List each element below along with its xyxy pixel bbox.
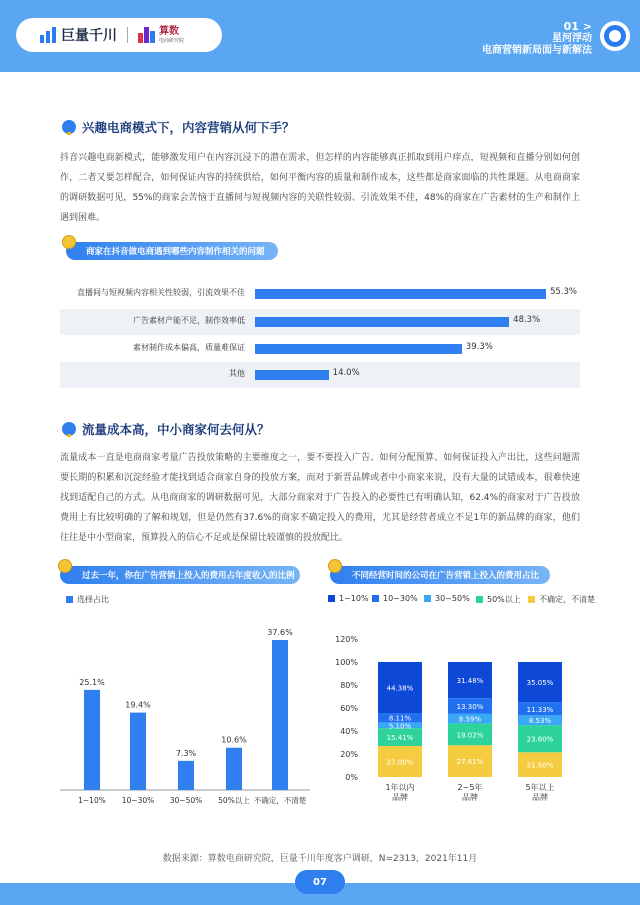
stack-legend-item bbox=[372, 594, 418, 603]
stack-category: 品牌 bbox=[532, 793, 548, 802]
juliang-logo-icon bbox=[40, 27, 56, 43]
stack-segment-label: 11.33% bbox=[526, 705, 554, 714]
vbar-category: 10~30% bbox=[121, 796, 155, 805]
stack-segment-label: 15.41% bbox=[386, 734, 414, 743]
ring-icon bbox=[600, 21, 630, 51]
section-heading bbox=[482, 20, 592, 57]
stack-y-tick: 40% bbox=[340, 727, 358, 736]
section2-paragraph: 流量成本一直是电商商家考量广告投放策略的主要维度之一，要不要投入广告、如何分配预算、如何保证投入产出比，这些问题需要长期的积累和沉淀经验才能找到适合商家自身的投放方案，而对于新晋品牌或者中小商家来说，没有大量的试错成本，很难快速找到适配自己的方式。从电商商家的调研数据可见，大部分商家对于广告投入的必要性已有明确认知，62.4%的商家对于广告投放费用上有比较明确的了解和规划，但是仍然有37.6%的商家不确定投入的费用，尤其是经营者成立不足1年的新品牌的商家，他们往往是中小型商家，预算投入的信心不足或是保留比较谨慎的投放配比。 bbox=[60, 453, 580, 543]
stack-category: 1年以内 bbox=[385, 783, 415, 792]
stack-legend-item bbox=[328, 594, 369, 603]
stack-legend-label: 30~50% bbox=[435, 594, 470, 603]
hbar-row bbox=[60, 362, 580, 388]
logo-pill bbox=[16, 18, 222, 52]
stack-segment-label: 31.48% bbox=[456, 677, 484, 686]
stack-legend-item bbox=[424, 594, 470, 603]
logo2-subtext: 电商研究院 bbox=[159, 37, 185, 44]
logo1-text: 巨量千川 bbox=[61, 28, 117, 44]
stack-y-tick: 80% bbox=[340, 681, 358, 690]
stack-segment-label: 27.61% bbox=[456, 758, 484, 767]
stack-category: 品牌 bbox=[392, 793, 408, 802]
vbar-bar bbox=[272, 640, 288, 790]
stack-category: 5年以上 bbox=[525, 783, 555, 792]
hbar-bar bbox=[255, 289, 546, 299]
stack-legend-label: 不确定，不清楚 bbox=[539, 595, 595, 604]
smiley-icon bbox=[62, 235, 76, 249]
hbar-value: 48.3% bbox=[513, 315, 541, 325]
chart2-title-pill bbox=[60, 566, 300, 584]
hbar-bar bbox=[255, 344, 462, 354]
section2-title: 流量成本高，中小商家何去何从？ bbox=[82, 422, 270, 437]
vbar-value: 10.6% bbox=[221, 735, 247, 745]
vbar-category: 1~10% bbox=[78, 796, 106, 805]
stack-segment-label: 21.50% bbox=[526, 761, 554, 770]
suanshu-logo-icon bbox=[138, 27, 155, 43]
section-title-1: 星河浮动 bbox=[552, 33, 592, 45]
stack-category: 2~5年 bbox=[457, 783, 483, 792]
stack-legend-label: 10~30% bbox=[383, 594, 418, 603]
section1-paragraph: 抖音兴趣电商新模式，能够激发用户在内容沉浸下的潜在需求，但怎样的内容能够真正抓取到用户痒点，短视频和直播分别如何创作，二者又要怎样配合，如何保证内容的持续供给，如何平衡内容的质量和制作成本，这些都是商家面临的共性课题。从电商商家的调研数据可见，55%的商家会苦恼于直播间与短视频内容的关联性较弱、引流效果不佳，48%的商家在广告素材的生产和制作上遇到困难。 bbox=[60, 153, 580, 223]
hbar-label: 素材制作成本偏高，质量难保证 bbox=[133, 343, 245, 352]
stack-segment-label: 8.53% bbox=[528, 717, 552, 726]
vbar-category: 50%以上 bbox=[218, 796, 250, 805]
chart3-title-pill bbox=[330, 566, 550, 584]
stack-y-tick: 100% bbox=[335, 658, 358, 667]
vbar-bar bbox=[130, 713, 146, 790]
stack-legend-item bbox=[528, 594, 595, 605]
hbar-bar bbox=[255, 370, 329, 380]
stack-segment-label: 19.02% bbox=[456, 731, 484, 740]
chart2-legend-label: 选择占比 bbox=[77, 595, 109, 604]
chart1-title-pill bbox=[66, 242, 278, 260]
hbar-value: 14.0% bbox=[332, 368, 360, 378]
hbar-value: 39.3% bbox=[465, 342, 493, 352]
vbar-value: 7.3% bbox=[175, 748, 197, 758]
smiley-icon-3 bbox=[328, 559, 342, 573]
hbar-label: 直播间与短视频内容相关性较弱，引流效果不佳 bbox=[77, 288, 245, 297]
stack-segment-label: 8.59% bbox=[458, 715, 482, 724]
vbar-category: 30~50% bbox=[169, 796, 203, 805]
page-number: 07 bbox=[295, 870, 345, 894]
stack-segment-label: 23.60% bbox=[526, 735, 554, 744]
lightbulb-icon bbox=[62, 120, 76, 134]
hbar-bar bbox=[255, 317, 509, 327]
stack-legend-label: 1~10% bbox=[339, 594, 369, 603]
stack-segment-label: 8.11% bbox=[388, 714, 412, 723]
hbar-label: 其他 bbox=[229, 369, 245, 378]
stack-y-tick: 60% bbox=[340, 704, 358, 713]
vbar-value: 25.1% bbox=[79, 677, 105, 687]
logo-divider bbox=[127, 27, 128, 43]
chart1-title: 商家在抖音做电商遇到哪些内容制作相关的问题 bbox=[86, 247, 265, 257]
vbar-value: 37.6% bbox=[267, 628, 293, 637]
stack-segment-label: 13.30% bbox=[456, 702, 484, 711]
hbar-label: 广告素材产能不足，制作效率低 bbox=[133, 316, 245, 325]
vertical-bar-chart bbox=[40, 610, 320, 810]
stack-segment-label: 27.00% bbox=[386, 758, 414, 767]
stack-legend-label: 50%以上 bbox=[487, 595, 521, 604]
vbar-bar bbox=[178, 761, 194, 790]
hbar-row bbox=[60, 309, 580, 335]
stack-segment-label: 5.10% bbox=[388, 722, 412, 731]
page-header bbox=[0, 0, 640, 72]
section-number: 01 > bbox=[563, 20, 592, 33]
smiley-icon-2 bbox=[58, 559, 72, 573]
stack-y-tick: 20% bbox=[340, 750, 358, 759]
chart2-title: 过去一年，你在广告营销上投入的费用占年度收入的比例 bbox=[82, 571, 295, 581]
data-source: 数据来源：算数电商研究院，巨量千川年度客户调研，N=2313，2021年11月 bbox=[162, 854, 478, 864]
stack-y-tick: 120% bbox=[335, 635, 358, 644]
section-title-2: 电商营销新局面与新解法 bbox=[482, 45, 592, 57]
lightbulb-icon-2 bbox=[62, 422, 76, 436]
vbar-bar bbox=[84, 690, 100, 790]
hbar-value: 55.3% bbox=[550, 287, 578, 297]
stack-category: 品牌 bbox=[462, 793, 478, 802]
section1-title: 兴趣电商模式下，内容营销从何下手？ bbox=[82, 120, 295, 135]
stack-legend-item bbox=[476, 594, 521, 605]
stacked-bar-chart bbox=[330, 625, 590, 810]
vbar-value: 19.4% bbox=[125, 700, 151, 710]
chart3-title: 不同经营时间的公司在广告营销上投入的费用占比 bbox=[352, 571, 540, 581]
vbar-category: 不确定，不清楚 bbox=[253, 796, 307, 805]
stack-y-tick: 0% bbox=[345, 773, 358, 782]
logo2-text: 算数 bbox=[159, 25, 179, 37]
chart2-legend bbox=[66, 594, 109, 605]
stack-segment-label: 44.38% bbox=[386, 684, 414, 693]
hbar-row bbox=[60, 336, 580, 362]
hbar-row bbox=[60, 281, 580, 307]
stack-segment-label: 35.05% bbox=[526, 679, 554, 688]
vbar-bar bbox=[226, 748, 242, 790]
